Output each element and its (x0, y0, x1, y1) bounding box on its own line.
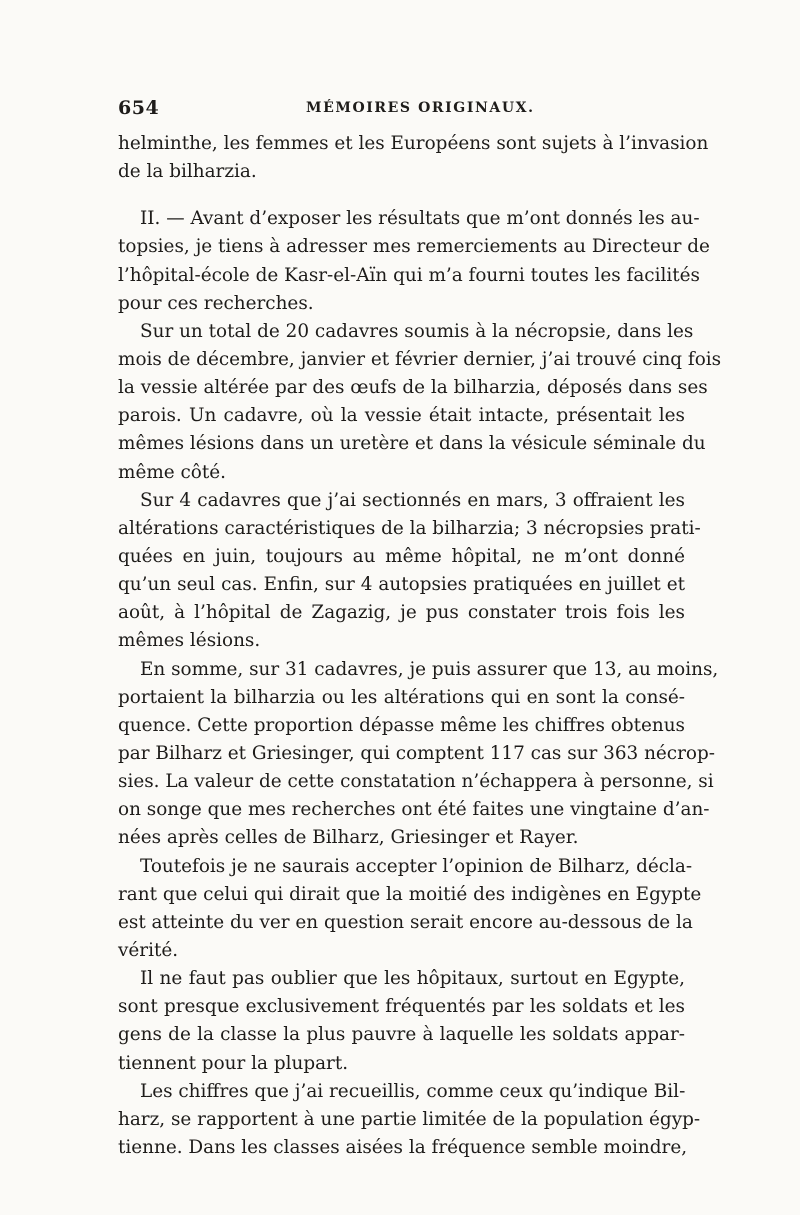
text-line: qu’un seul cas. Enfin, sur 4 autopsies pratiquées en juillet et (118, 574, 685, 596)
text-line: Les chiffres que j’ai recueillis, comme ceux qu’indique Bil- (140, 1080, 686, 1102)
paragraph (118, 965, 685, 1078)
paragraph (118, 656, 719, 853)
paragraph (118, 318, 722, 487)
text-line: Sur 4 cadavres que j’ai sectionnés en mars, 3 offraient les (140, 489, 685, 511)
text-line: même côté. (118, 461, 226, 483)
text-line: Toutefois je ne saurais accepter l’opinion de Bilharz, décla- (140, 855, 693, 877)
text-line: mêmes lésions dans un uretère et dans la vésicule séminale du (118, 433, 706, 455)
text-line: Sur un total de 20 cadavres soumis à la nécropsie, dans les (140, 320, 694, 342)
text-line: sont presque exclusivement fréquentés par les soldats et les (118, 996, 685, 1018)
text-line: altérations caractéristiques de la bilharzia; 3 nécropsies prati- (118, 517, 701, 539)
text-line: l’hôpital-école de Kasr-el-Aïn qui m’a fourni toutes les facilités (118, 264, 700, 286)
text-line: nées après celles de Bilharz, Griesinger et Rayer. (118, 827, 579, 849)
paragraph (118, 853, 702, 966)
text-line: mois de décembre, janvier et février dernier, j’ai trouvé cinq fois (118, 348, 722, 370)
text-line: vérité. (118, 939, 179, 961)
text-line: pour ces recherches. (118, 292, 314, 314)
text-line: mêmes lésions. (118, 630, 261, 652)
page-header (118, 97, 688, 127)
text-line: quence. Cette proportion dépasse même les chiffres obtenus (118, 714, 685, 736)
text-line: tienne. Dans les classes aisées la fréquence semble moindre, (118, 1136, 688, 1158)
body-text (118, 130, 722, 1162)
text-line: helminthe, les femmes et les Européens sont sujets à l’invasion (118, 133, 709, 154)
text-line: II. — Avant d’exposer les résultats que m’ont donnés les au- (140, 208, 700, 230)
running-title: MÉMOIRES ORIGINAUX. (306, 100, 535, 116)
text-line: Il ne faut pas oublier que les hôpitaux, surtout en Egypte, (140, 968, 685, 990)
text-line: est atteinte du ver en question serait encore au-dessous de la (118, 911, 693, 933)
text-line: rant que celui qui dirait que la moitié des indigènes en Egypte (118, 883, 702, 905)
paragraph (118, 487, 701, 656)
paragraph (118, 130, 709, 186)
text-line: sies. La valeur de cette constatation n’échappera à personne, si (118, 771, 714, 793)
text-line: août, à l’hôpital de Zagazig, je pus constater trois fois les (118, 602, 685, 624)
text-line: parois. Un cadavre, où la vessie était intacte, présentait les (118, 405, 685, 427)
text-line: En somme, sur 31 cadavres, je puis assurer que 13, au moins, (140, 658, 719, 680)
text-line: gens de la classe la plus pauvre à laquelle les soldats appar- (118, 1024, 685, 1046)
text-line: topsies, je tiens à adresser mes remerciements au Directeur de (118, 236, 710, 258)
text-line: de la bilharzia. (118, 161, 257, 183)
text-line: quées en juin, toujours au même hôpital, ne m’ont donné (118, 545, 685, 567)
paragraph (118, 1078, 701, 1162)
text-line: on songe que mes recherches ont été faites une vingtaine d’an- (118, 799, 710, 821)
text-line: la vessie altérée par des œufs de la bilharzia, déposés dans ses (118, 377, 708, 399)
text-line: portaient la bilharzia ou les altérations qui en sont la consé- (118, 686, 685, 708)
text-line: tiennent pour la plupart. (118, 1052, 349, 1074)
text-line: harz, se rapportent à une partie limitée de la population égyp- (118, 1108, 701, 1130)
paragraph-gap (118, 186, 685, 205)
page-number: 654 (118, 97, 160, 119)
paragraph (118, 205, 710, 318)
text-line: par Bilharz et Griesinger, qui comptent 117 cas sur 363 nécrop- (118, 742, 715, 764)
